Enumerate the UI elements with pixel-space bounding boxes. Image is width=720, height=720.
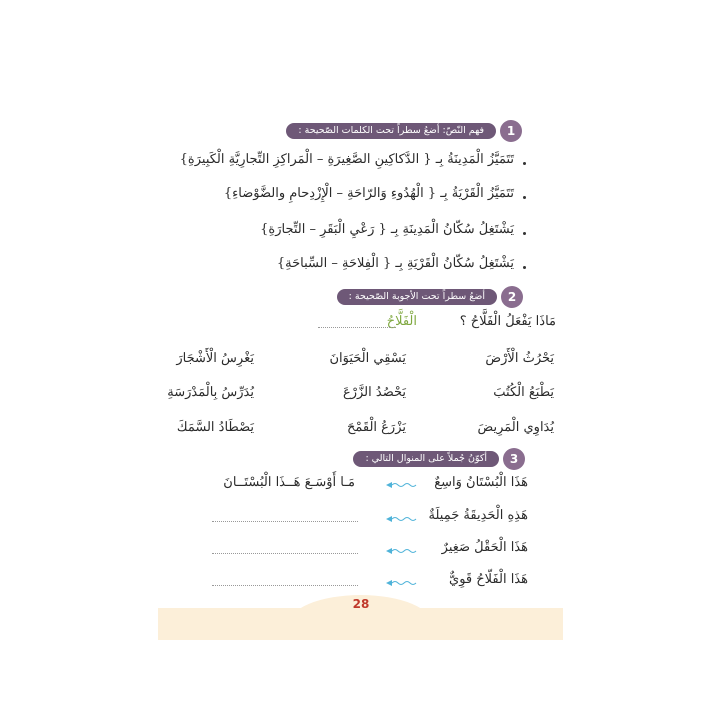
answer-option[interactable]: يَغْرِسُ الْأَشْجَارَ (176, 351, 254, 366)
answer-option[interactable]: يَسْقِي الْحَيَوَانَ (329, 351, 406, 366)
exercise-line[interactable]: تَتَمَيَّزُ الْمَدِينَةُ بِـ { الدَّكاكِينِ الصَّغِيرَةِ – الْمَراكِزِ التِّجارِيَّةِ الْكَبِيرَةِ} (179, 152, 514, 167)
section-3-header (345, 448, 525, 470)
section-2-header (343, 286, 523, 308)
answer-option[interactable]: يُدَرِّسُ بِالْمَدْرَسَةِ (167, 385, 254, 400)
section-1-header (292, 120, 522, 142)
section-number-badge: 1 (500, 120, 522, 142)
example-sentence: مَـا أَوْسَـعَ هَــذَا الْبُسْتَــانَ (223, 475, 355, 490)
answer-option[interactable]: يَزْرَعُ الْقَمْحَ (346, 420, 406, 435)
answer-option[interactable]: يَصْطَادُ السَّمَكَ (176, 420, 254, 435)
sentence-text: هَذِهِ الْحَدِيقَةُ جَمِيلَةٌ (428, 508, 528, 523)
sentence-text: هَذَا الْبُسْتَانُ وَاسِعٌ (434, 475, 528, 490)
arrow-left-icon (384, 546, 420, 556)
answer-dotted-line[interactable] (212, 553, 358, 554)
workbook-page (158, 95, 563, 640)
section-number-badge: 2 (501, 286, 523, 308)
bullet (523, 162, 526, 165)
exercise-line[interactable]: تَتَمَيَّزُ الْقَرْيَةُ بِـ { الْهُدُوءِ وَالرّاحَةِ – الْإِزْدِحامِ والضَّوْضاءِ} (223, 186, 514, 201)
bullet (523, 196, 526, 199)
bullet (523, 232, 526, 235)
arrow-left-icon (384, 514, 420, 524)
sentence-text: هَذَا الْحَقْلُ صَغِيرٌ (441, 540, 528, 555)
arrow-left-icon (384, 578, 420, 588)
answer-option[interactable]: يُدَاوِي الْمَرِيضَ (477, 420, 554, 435)
arrow-left-icon (384, 480, 420, 490)
sentence-text: هَذَا الْفَلّاحُ قَوِيٌّ (449, 572, 528, 587)
answer-dotted-line[interactable] (212, 585, 358, 586)
bullet (523, 266, 526, 269)
section-title: أكوّنُ جُملاً على المنوال التالي : (353, 451, 499, 467)
answer-dotted-line[interactable] (318, 327, 396, 328)
answer-dotted-line[interactable] (212, 521, 358, 522)
section-number-badge: 3 (503, 448, 525, 470)
answer-option[interactable]: يَحْرُثُ الْأَرْضَ (485, 351, 554, 366)
exercise-line[interactable]: يَشْتَغِلُ سُكّانُ الْقَرْيَةِ بِـ { الْفِلاحَةِ – السِّباحَةِ} (276, 256, 514, 271)
section-title: أضعُ سطراً تحت الأجوبة الصّحيحة : (337, 289, 497, 305)
answer-option[interactable]: يَحْصُدُ الزَّرْعَ (342, 385, 406, 400)
answer-option[interactable]: يَطْبَعُ الْكُتُبَ (493, 385, 554, 400)
exercise-line[interactable]: يَشْتَغِلُ سُكّانُ الْمَدِينَةِ بِـ { رَعْيِ الْبَقَرِ – التِّجارَةِ} (260, 222, 514, 237)
section-title: فهم النّصّ: أضعُ سطراً تحت الكلمات الصّحيحة : (286, 123, 496, 139)
question-text: مَاذَا يَفْعَلُ الْفَلَّاحُ ؟ (459, 314, 556, 329)
page-number: 28 (352, 597, 370, 611)
answer-text: الْفَلَّاحُ (386, 314, 417, 329)
